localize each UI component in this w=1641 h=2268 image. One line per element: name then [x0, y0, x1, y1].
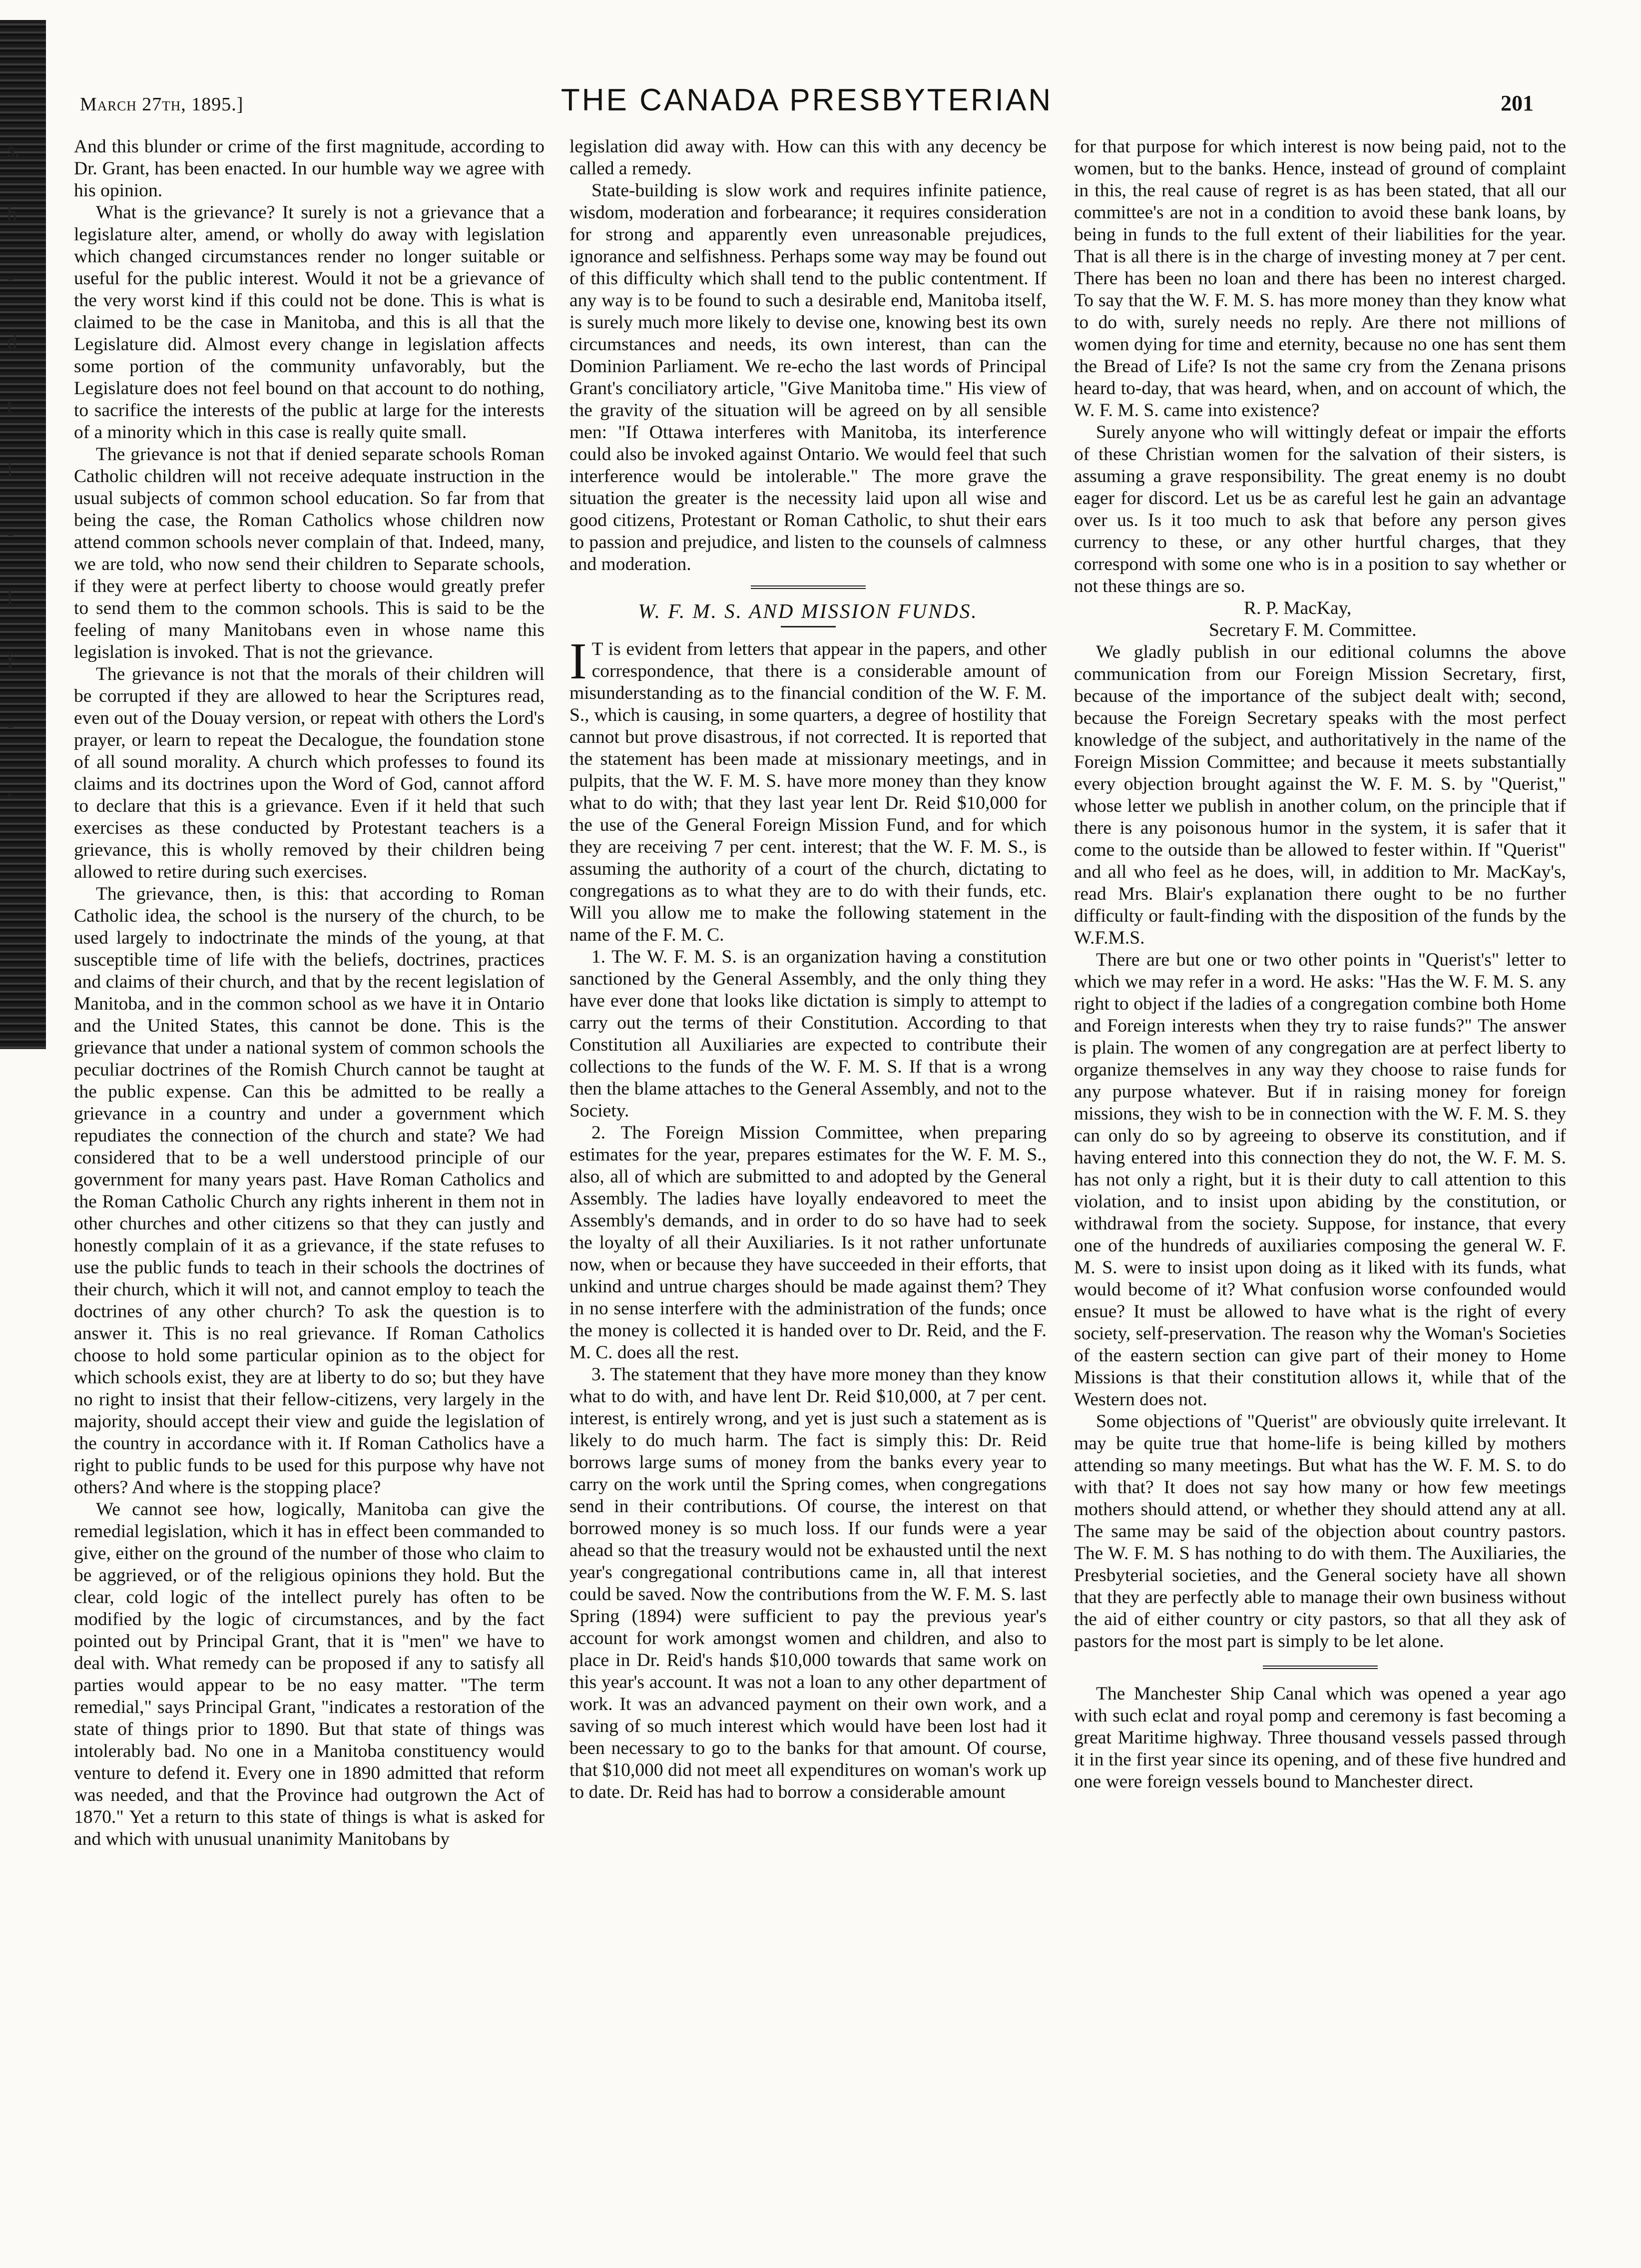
signature-name: R. P. MacKay, — [1244, 598, 1352, 618]
section-divider — [1263, 1666, 1378, 1669]
paragraph: for that purpose for which interest is now being paid, not to the women, but to the banks. Hence, instead of ground of complaint in this, the real cause of regret is as has been stated, that all our committee's are not in a condition to avoid these bank loans, by being in funds to the full extent of their liabilities for the year. That is all there is in the charge of investing money at 7 per cent. There has been no loan and there has been no interest charged. To say that the W. F. M. S. has more money than they know what to do with, surely needs no reply. Are there not millions of women dying for time and eternity, because no one has sent them the Bread of Life? Is not the same cry from the Zenana prisons heard to-day, that was heard, when, and on account of which, the W. F. M. S. came into existence? — [1074, 136, 1566, 421]
column-3 — [1074, 136, 1566, 2224]
margin-fragment: l — [7, 458, 13, 481]
margin-fragment: h — [7, 202, 17, 225]
lead-paragraph — [569, 632, 1047, 946]
margin-fragment: s, — [7, 138, 20, 161]
margin-fragment: f — [7, 650, 14, 672]
page-number: 201 — [1501, 91, 1534, 115]
paragraph: 2. The Foreign Mission Committee, when preparing estimates for the year, prepares estimates for the W. F. M. S., also, all of which are submitted to and adopted by the General Assembly. The ladies have loyally endeavored to meet the Assembly's demands, and in order to do so have had to seek the loyalty of all their Auxiliaries. Is it not rather unfortunate now, when or because they have succeeded in their efforts, that unkind and untrue charges should be made against them? They in no sense interfere with the administration of the funds; once the money is collected it is handed over to Dr. Reid, and the F. M. C. does all the rest. — [569, 1123, 1047, 1363]
paragraph: State-building is slow work and requires infinite patience, wisdom, moderation and forbearance; it requires consideration for strong and apparently even unreasonable prejudices, ignorance and selfishness. Perhaps some way may be found out of this difficulty which shall tend to the public contentment. If any way is to be found to such a desirable end, Manitoba itself, is surely much more likely to devise one, knowing best its own circumstances and needs, its own interest, than can the Dominion Parliament. We re-echo the last words of Principal Grant's conciliatory article, "Give Manitoba time." His view of the gravity of the situation will be agreed on by all sensible men: "If Ottawa interferes with Manitoba, its interference could also be invoked against Ontario. We would feel that such interference would be intolerable." The more grave the situation the greater is the necessity laid upon all wise and good citizens, Protestant or Roman Catholic, to shut their ears to passion and prejudice, and listen to the counsels of calmness and moderation. — [569, 180, 1047, 574]
paragraph: Some objections of "Querist" are obviously quite irrelevant. It may be quite true that home-life is being killed by mothers attending so many meetings. But what has the W. F. M. S. to do with that? It does not say how many or how few meetings mothers should attend, or whether they should attend any at all. The same may be said of the objection about country pastors. The W. F. M. S has nothing to do with them. The Auxiliaries, the Presbyterial societies, and the General society have all shown that they are perfectly able to manage their own business without the aid of either country or city pastors, so that all they ask of pastors for the most part is simply to be let alone. — [1074, 1411, 1566, 1652]
margin-fragment: d — [7, 330, 17, 353]
margin-fragment: , — [7, 778, 12, 800]
paragraph: 3. The statement that they have more money than they know what to do with, and have lent Dr. Reid $10,000, at 7 per cent. interest, is entirely wrong, and yet is just such a statement as is likely to do much harm. The fact is simply this: Dr. Reid borrows large sums of money from the banks every year to carry on the work until the Spring comes, when congregations send in their contributions. Of course, the interest on that borrowed money is so much loss. If our funds were a year ahead so that the treasury would not be exhausted until the next year's congregational contributions came in, all that interest could be saved. Now the contributions from the W. F. M. S. last Spring (1894) were sufficient to pay the previous year's account for work amongst women and children, and also to place in Dr. Reid's hands $10,000 towards that same work on this year's account. It was not a loan to any other department of work. It was an advanced payment on their own work, and a saving of so much interest which would have been lost had it been necessary to go to the banks for that amount. Of course, that $10,000 did not meet all expenditures on woman's work up to date. Dr. Reid has had to borrow a considerable amount — [569, 1364, 1047, 1802]
paragraph: We gladly publish in our editional columns the above communication from our Foreign Mission Secretary, first, because of the importance of the subject dealt with; second, because the Foreign Secretary speaks with the most perfect knowledge of the subject, and authoritatively in the name of the Foreign Mission Committee; and because it meets substantially every objection brought against the W. F. M. S. by "Querist," whose letter we publish in another colum, on the principle that if there is any poisonous humor in the system, it is safer that it come to the outside than be allowed to fester within. If "Querist" and all who feel as he does, will, in addition to Mr. MacKay's, read Mrs. Blair's explanation there ought to be no further difficulty or fault-finding with the disposition of the funds by the W.F.M.S. — [1074, 642, 1566, 948]
section-heading: W. F. M. S. AND MISSION FUNDS. — [638, 599, 978, 622]
paragraph: We cannot see how, logically, Manitoba can give the remedial legislation, which it has in effect been commanded to give, either on the ground of the number of those who claim to be aggrieved, or of the religious opinions they hold. But the clear, cold logic of the intellect purely has often to be modified by the logic of circumstances, and by the fact pointed out by Principal Grant, that it is "men" we have to deal with. What remedy can be proposed if any to satisfy all parties would appear to be no easy matter. "The term remedial," says Principal Grant, "indicates a restoration of the state of things prior to 1890. But that state of things was intolerably bad. No one in a Manitoba constituency would venture to defend it. Every one in 1890 admitted that reform was needed, and that the Province had outgrown the Act of 1870." Yet a return to this state of things is what is asked for and which with unusual unanimity Manitobans by — [74, 1499, 545, 1849]
lead-paragraph-text: T is evident from letters that appear in the papers, and other correspondence, that there is a considerable amount of misunderstanding as to the financial condition of the W. F. M. S., which is causing, in some quarters, a degree of hostility that cannot but prove disastrous, if not corrected. It is reported that the statement has been made at missionary meetings, and in pulpits, that the W. F. M. S. have more money than they know what to do with; that they last year lent Dr. Reid $10,000 for the use of the General Foreign Mission Fund, and for which they are receiving 7 per cent. interest; that the W. F. M. S., is assuming the authority of a court of the church, dictating to congregations as to what they are to do with their funds, etc. Will you allow me to make the following statement in the name of the F. M. C. — [569, 639, 1047, 945]
paragraph: There are but one or two other points in "Querist's" letter to which we may refer in a word. He asks: "Has the W. F. M. S. any right to object if the ladies of a congregation combine both Home and Foreign interests when they try to raise funds?" The answer is plain. The women of any congregation are at perfect liberty to organize themselves in any way they choose to raise funds for any purpose whatever. But if in raising money for foreign missions, they wish to be in connection with the W. F. M. S. they can only do so by agreeing to observe its constitution, and if having entered into this connection they do not, the W. F. M. S. has not only a right, but it is their duty to call attention to this violation, and to insist upon abiding by the constitution, or withdrawal from the society. Suppose, for instance, that every one of the hundreds of auxiliaries composing the general W. F. M. S. were to insist upon doing as it liked with its funds, what would become of it? What confusion worse confounded would ensue? It must be allowed to have what is the right of every society, self-preservation. The reason why the Woman's Societies of the eastern section can give part of their money to Home Missions is that their constitution allows it, while that of the Western does not. — [1074, 950, 1566, 1410]
heading-rule — [781, 626, 836, 627]
margin-fragment: - — [7, 522, 14, 545]
paragraph: The Manchester Ship Canal which was opened a year ago with such eclat and royal pomp and ceremony is fast becoming a great Maritime highway. Three thousand vessels passed through it in the first year since its opening, and of these five hundred and one were foreign vessels bound to Manchester direct. — [1074, 1684, 1566, 1792]
paragraph: The grievance is not that the morals of their children will be corrupted if they are allowed to hear the Scriptures read, even out of the Douay version, or repeat with others the Lord's prayer, or learn to repeat the Decalogue, the foundation stone of all sound morality. A church which professes to found its claims and its doctrines upon the Word of God, cannot afford to declare that this is a grievance. Even if it held that such exercises as these conducted by Protestant teachers is a grievance, this is wholly removed by their children being allowed to retire during such exercises. — [74, 664, 545, 882]
paragraph: And this blunder or crime of the first magnitude, according to Dr. Grant, has been enacted. In our humble way we agree with his opinion. — [74, 136, 545, 201]
page-header — [80, 82, 1534, 122]
publication-title: THE CANADA PRESBYTERIAN — [560, 83, 1053, 117]
margin-fragment: - — [7, 266, 14, 289]
margin-fragment: l — [7, 586, 13, 608]
paragraph: The grievance is not that if denied separate schools Roman Catholic children will not receive adequate instruction in the usual subjects of common school education. So far from that being the case, the Roman Catholics whose children now attend common schools never complain of that. Indeed, many, we are told, who now send their children to Separate schools, if they were at perfect liberty to choose would greatly prefer to send them to the common schools. This is said to be the feeling of many Manitobans even in whose name this legislation is invoked. That is not the grievance. — [74, 444, 545, 662]
drop-cap: I — [569, 632, 587, 690]
section-divider — [751, 585, 866, 589]
paragraph: Surely anyone who will wittingly defeat or impair the efforts of these Christian women for the salvation of their sisters, is assuming a grave responsibility. The great enemy is no doubt eager for discord. Let us be as careful lest he gain an advantage over us. Is it too much to ask that before any person gives currency to these, or any other hurtful charges, that they correspond with some one who is in a position to say whether or not these things are so. — [1074, 422, 1566, 596]
margin-fragment: - — [7, 714, 14, 736]
column-1 — [74, 136, 545, 2224]
paragraph: 1. The W. F. M. S. is an organization having a constitution sanctioned by the General Assembly, and the only thing they have ever done that looks like dictation is simply to attempt to carry out the terms of their Constitution. According to that Constitution all Auxiliaries are expected to contribute their collections to the funds of the W. F. M. S. If that is a wrong then the blame attaches to the General Assembly, and not to the Society. — [569, 947, 1047, 1121]
issue-date: March 27th, 1895.] — [80, 94, 244, 115]
paragraph: What is the grievance? It surely is not a grievance that a legislature alter, amend, or wholly do away with legislation which changed circumstances render no longer suitable or useful for the public interest. Would it not be a grievance of the very worst kind if this could not be done. This is what is claimed to be the case in Manitoba, and this is all that the Legislature did. Almost every change in legislation affects some portion of the community unfavorably, but the Legislature does not feel bound on that account to do nothing, to sacrifice the interests of the public at large for the interests of a minority which in this case is really quite small. — [74, 202, 545, 443]
signature-title: Secretary F. M. Committee. — [1209, 620, 1417, 640]
column-2 — [569, 136, 1047, 2224]
paragraph: legislation did away with. How can this with any decency be called a remedy. — [569, 136, 1047, 179]
margin-fragment: t — [7, 394, 13, 417]
margin-fragments — [7, 140, 37, 799]
paragraph: The grievance, then, is this: that according to Roman Catholic idea, the school is the nursery of the church, to be used largely to indoctrinate the minds of the young, at that susceptible time of life with the beliefs, doctrines, practices and claims of their church, and that by the recent legislation of Manitoba, and in the common school as we have it in Ontario and the United States, this cannot be done. This is the grievance that under a national system of common schools the peculiar doctrines of the Romish Church cannot be taught at the public expense. Can this be admitted to be really a grievance in a country and under a government which repudiates the connection of the church and state? We had considered that to be a well understood principle of our government for many years past. Have Roman Catholics and the Roman Catholic Church any rights inherent in them not in other churches and other citizens so that they can justly and honestly complain of it as a grievance, if the state refuses to use the public funds to teach in their schools the doctrines of their church, which it will not, and cannot employ to teach the doctrines of any other church? To ask the question is to answer it. This is no real grievance. If Roman Catholics choose to hold some particular opinion as to the object for which schools exist, they are at liberty to do so; but they have no right to insist that their fellow-citizens, very largely in the majority, should accept their view and guide the legislation of the country in accordance with it. If Roman Catholics have a right to public funds to be used for this purpose why have not others? And where is the stopping place? — [74, 884, 545, 1498]
